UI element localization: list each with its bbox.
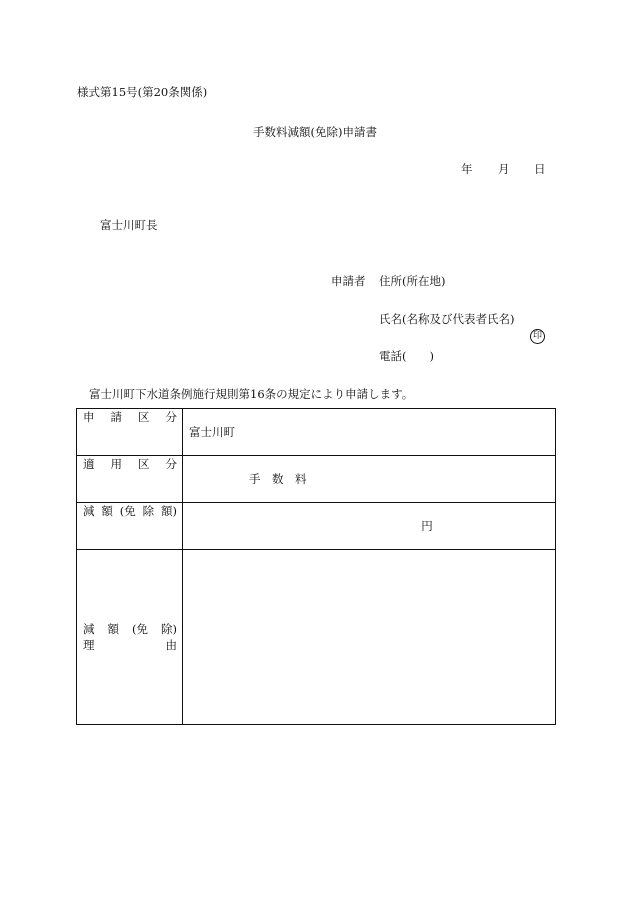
label-char: 除 <box>142 504 155 518</box>
label-char: 減 <box>83 504 95 518</box>
application-category-label <box>77 409 183 456</box>
application-table <box>76 408 556 725</box>
request-statement: 富士川町下水道条例施行規則第16条の規定により申請します。 <box>89 387 414 401</box>
table-row <box>77 550 556 725</box>
table-row <box>77 456 556 503</box>
reduction-amount-label <box>77 503 183 550</box>
reduction-reason-value[interactable] <box>183 550 556 725</box>
label-char: 請 <box>110 410 122 424</box>
label-char: (免 <box>132 622 148 636</box>
application-category-value[interactable]: 富士川町 <box>183 409 556 456</box>
table-row <box>77 409 556 456</box>
label-char: 理 <box>83 638 95 652</box>
form-number-label: 様式第15号(第20条関係) <box>77 85 208 99</box>
label-char: (免 <box>119 504 136 518</box>
label-char: 額) <box>161 504 177 518</box>
label-char: 申 <box>83 410 95 424</box>
date-year-label: 年 <box>461 162 473 176</box>
label-char: 用 <box>110 457 122 471</box>
label-char: 額 <box>107 622 119 636</box>
address-field-label: 住所(所在地) <box>379 274 446 288</box>
label-char: 分 <box>165 410 177 424</box>
applicable-category-label <box>77 456 183 503</box>
label-char: 適 <box>83 457 95 471</box>
label-char: 除) <box>161 622 177 636</box>
applicable-category-value[interactable] <box>183 456 556 503</box>
seal-mark: 印 <box>530 329 545 344</box>
fee-text: 手 数 料 <box>249 472 307 486</box>
label-char: 減 <box>83 622 95 636</box>
date-day-label: 日 <box>534 162 546 176</box>
label-char: 由 <box>165 638 177 652</box>
date-month-label: 月 <box>498 162 510 176</box>
document-title: 手数料減額(免除)申請書 <box>253 125 377 139</box>
label-char: 分 <box>165 457 177 471</box>
reduction-amount-value[interactable] <box>183 503 556 550</box>
label-char: 額 <box>101 504 113 518</box>
name-field-label: 氏名(名称及び代表者氏名) <box>379 312 515 326</box>
addressee: 富士川町長 <box>100 218 158 232</box>
label-char: 区 <box>138 410 150 424</box>
label-char: 区 <box>138 457 150 471</box>
phone-field-label: 電話( ) <box>379 349 434 363</box>
table-row <box>77 503 556 550</box>
yen-unit: 円 <box>421 519 433 533</box>
reduction-reason-label <box>77 550 183 725</box>
applicant-label: 申請者 <box>331 274 366 288</box>
